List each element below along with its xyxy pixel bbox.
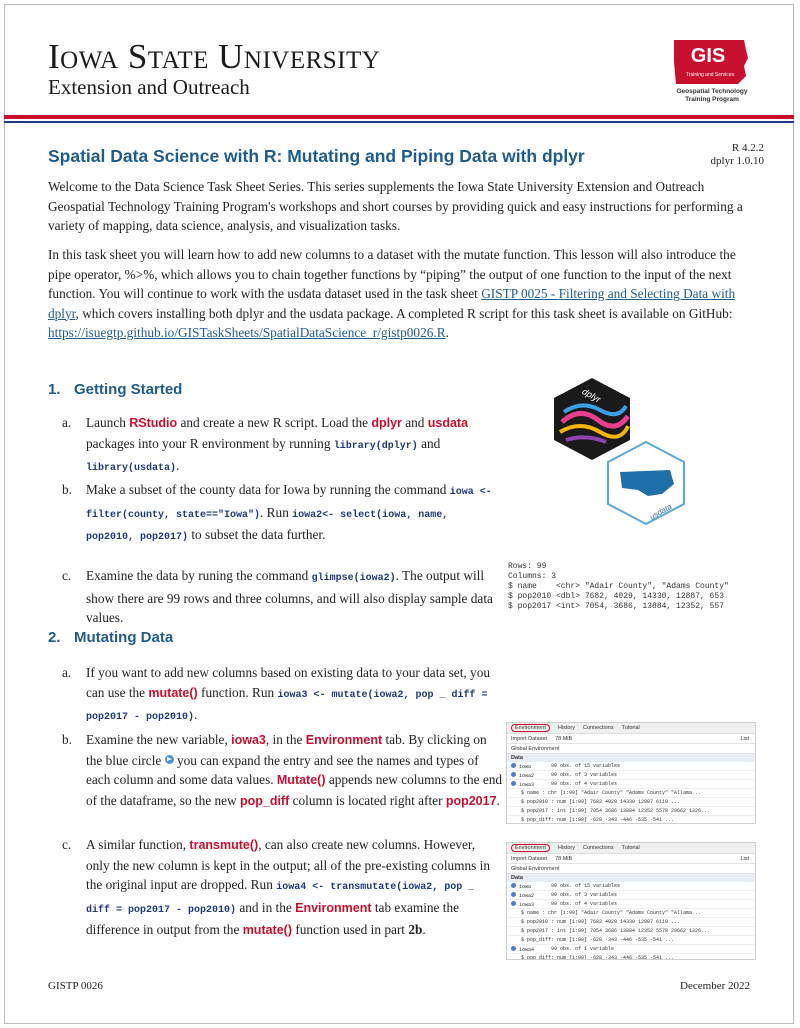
expand-icon[interactable] (511, 901, 516, 906)
import-dataset-button[interactable]: Import Dataset (511, 735, 548, 742)
console-line: $ pop2010 <dbl> 7682, 4029, 14330, 12887, 653 (508, 592, 725, 601)
env-row[interactable]: iowa2 99 obs. of 3 variables (507, 891, 755, 900)
code-filter-iowa: iowa <- filter(county, state=="Iowa") (86, 487, 492, 521)
memory-usage: 78 MiB (555, 855, 573, 862)
env-subrow: $ name : chr [1:99] "Adair County" "Adams County" "Allama... (507, 789, 755, 798)
footer-doc-id: GISTP 0026 (48, 980, 103, 992)
expand-icon[interactable] (511, 772, 516, 777)
dplyr-hex-label: dplyr (580, 386, 603, 405)
expand-icon[interactable] (511, 892, 516, 897)
expand-icon[interactable] (511, 883, 516, 888)
section-heading-getting-started (48, 381, 182, 398)
env-subrow: $ pop2010 : num [1:99] 7682 4029 14330 12887 6119 ... (507, 798, 755, 807)
header-stripe-blue (4, 121, 794, 123)
program-name: Geospatial Technology Training Program (676, 88, 748, 103)
env-subrow: $ pop_diff: num [1:99] -628 -343 -446 -535 -541 ... (507, 816, 755, 824)
env-row[interactable]: iowa4 99 obs. of 1 variable (507, 945, 755, 954)
blue-expand-circle-icon (165, 755, 174, 764)
gistp0025-link[interactable]: GISTP 0025 - Filtering and Selecting Data with dplyr (48, 286, 736, 321)
keyword-dplyr: dplyr (371, 416, 402, 430)
expand-icon[interactable] (511, 946, 516, 951)
tab-history[interactable]: History (557, 725, 576, 731)
env-row[interactable]: iowa2 99 obs. of 3 variables (507, 771, 755, 780)
pane-tabs (507, 723, 755, 734)
gis-logo-text: GIS (690, 45, 726, 67)
data-section-header: Data (507, 754, 755, 762)
step-1b: b. Make a subset of the county data for Iowa by running the command iowa <- filter(county, state=="Iowa"). Run iowa2<- select(iowa, name, pop2010, pop2017) to subset the data further. (62, 482, 492, 543)
intro-paragraph-1: Welcome to the Data Science Task Sheet Series. This series supplements the Iowa State University Extension and Outreach Geospatial Technology Training Program's workshops and short courses by providing quick and easy instructions for performing a variety of mapping, data science, analysis, and visualization tasks. (48, 179, 743, 233)
view-mode-select[interactable]: List (740, 735, 749, 742)
code-library-dplyr: library(dplyr) (333, 440, 418, 452)
tab-connections[interactable]: Connections (583, 725, 614, 731)
data-section-header: Data (507, 874, 755, 882)
section-number: 2. (48, 629, 61, 646)
code-transmute-iowa4: iowa4 <- transmutate(iowa2, pop _ diff = pop2017 - pop2010) (86, 882, 475, 916)
keyword-rstudio: RStudio (129, 416, 178, 430)
environment-pane-screenshot-2 (506, 842, 756, 960)
keyword-pop-diff: pop_diff (239, 793, 290, 808)
page-title: Spatial Data Science with R: Mutating and Piping Data with dplyr (48, 146, 585, 166)
step-2a: a. If you want to add new columns based on existing data to your data set, you can use the mutate() function. Run iowa3 <- mutate(iowa2, pop _ diff = pop2017 - pop2010). (62, 665, 490, 723)
tab-environment[interactable]: Environment (511, 724, 550, 732)
gis-logo-tagline: Training and Services (685, 72, 735, 78)
env-row[interactable]: iowa 99 obs. of 15 variables (507, 882, 755, 891)
section-title: Mutating Data (74, 629, 174, 646)
tab-history[interactable]: History (557, 845, 576, 851)
console-line: $ name <chr> "Adair County", "Adams County" (508, 582, 729, 591)
environment-pane-screenshot-1 (506, 722, 756, 824)
intro-text: . (445, 325, 449, 340)
tab-environment[interactable]: Environment (511, 844, 550, 852)
dplyr-version: dplyr 1.0.10 (710, 155, 764, 167)
intro-text: , which covers installing both dplyr and the usdata package. A completed R script for this task sheet is available on GitHub: (75, 305, 733, 321)
code-select-iowa2: iowa2<- select(iowa, name, pop2010, pop2017) (86, 509, 449, 543)
glimpse-console-output (508, 562, 756, 622)
import-dataset-button[interactable]: Import Dataset (511, 855, 548, 862)
console-line: Columns: 3 (508, 572, 557, 581)
unit-name: Extension and Outreach (48, 75, 250, 99)
step-letter: c. (62, 837, 72, 852)
step-letter: b. (62, 482, 72, 497)
step-1a: a. Launch RStudio and create a new R script. Load the dplyr and usdata packages into your R environment by running library(dplyr) and library(usdata). (62, 415, 469, 474)
expand-icon[interactable] (511, 781, 516, 786)
keyword-mutate: mutate() (148, 685, 198, 700)
keyword-mutate: mutate() (242, 923, 292, 937)
github-script-link[interactable]: https://isuegtp.github.io/GISTaskSheets/SpatialDataScience_r/gistp0026.R (48, 325, 446, 340)
view-mode-select[interactable]: List (740, 855, 749, 862)
pane-toolbar (507, 854, 755, 864)
scope-row (507, 744, 755, 754)
code-mutate-iowa3: iowa3 <- mutate(iowa2, pop _ diff = pop2017 - pop2010) (86, 689, 488, 723)
tab-tutorial[interactable]: Tutorial (621, 845, 640, 851)
part-reference: 2b (408, 922, 423, 937)
intro-paragraph-2 (48, 245, 754, 343)
keyword-usdata: usdata (427, 416, 469, 430)
expand-icon[interactable] (511, 763, 516, 768)
code-glimpse: glimpse(iowa2) (311, 573, 396, 584)
console-line: Rows: 99 (508, 562, 547, 571)
environment-scope-select[interactable]: Global Environment (511, 865, 560, 872)
intro-text: In this task sheet you will learn how to add new columns to a dataset with the mutate function. This lesson will also introduce the pipe operator, %>%, which allows you to chain together functions by “piping” the output of one function to the input of the next function. You will continue to work with the usdata dataset used in the task sheet (48, 247, 736, 301)
env-row[interactable]: iowa3 99 obs. of 4 variables (507, 900, 755, 909)
env-subrow: $ pop_diff: num [1:99] -628 -343 -446 -535 -541 ... (507, 936, 755, 945)
env-row[interactable]: iowa 99 obs. of 15 variables (507, 762, 755, 771)
keyword-mutate: Mutate() (276, 773, 326, 787)
step-1c: c. Examine the data by runing the command glimpse(iowa2). The output will show there are 99 rows and three columns, and will also display sample data values. (62, 568, 493, 625)
header-stripe-red (4, 115, 794, 119)
step-letter: b. (62, 732, 72, 747)
pane-tabs (507, 843, 755, 854)
r-version: R 4.2.2 (731, 142, 764, 154)
tab-tutorial[interactable]: Tutorial (621, 725, 640, 731)
pane-toolbar (507, 734, 755, 744)
version-info (711, 142, 764, 168)
keyword-pop2017: pop2017 (445, 793, 497, 808)
usdata-hex-label: usdata (648, 501, 674, 522)
footer-date: December 2022 (680, 980, 750, 992)
keyword-environment: Environment (305, 733, 383, 747)
step-2b: b. Examine the new variable, iowa3, in the Environment tab. By clicking on the blue circle you can expand the entry and see the names and types of each column and some data values. Mutate() appends new columns to the end of the dataframe, so the new pop_diff column is located right after pop2017. (62, 732, 503, 808)
keyword-iowa3: iowa3 (231, 733, 266, 747)
package-hex-stickers (550, 376, 690, 536)
step-letter: a. (62, 665, 72, 680)
environment-scope-select[interactable]: Global Environment (511, 745, 560, 752)
env-subrow: $ pop2017 : int [1:99] 7054 3686 13884 12352 5578 29662 1326... (507, 927, 755, 936)
step-letter: a. (62, 415, 72, 430)
step-2c: c. A similar function, transmute(), can also create new columns. However, only the new column is kept in the output; all of the pre-existing columns in the original input are dropped. Run iowa4 <- transmutate(iowa2, pop _ diff = pop2017 - pop2010) and in the Environment tab examine the difference in output from the mutate() function used in part 2b. (62, 837, 491, 937)
env-subrow: $ pop2017 : int [1:99] 7054 3686 13884 12352 5578 29662 1326... (507, 807, 755, 816)
keyword-transmute: transmute() (189, 838, 259, 852)
university-name: Iowa State University (48, 37, 381, 76)
code-library-usdata: library(usdata) (86, 463, 177, 474)
scope-row (507, 864, 755, 874)
memory-usage: 78 MiB (555, 735, 573, 742)
env-subrow: $ pop_diff: num [1:99] -628 -343 -446 -535 -541 ... (507, 954, 755, 960)
keyword-environment: Environment (295, 900, 372, 915)
section-number: 1. (48, 381, 61, 398)
env-subrow: $ pop2010 : num [1:99] 7682 4029 14330 12887 6119 ... (507, 918, 755, 927)
console-line: $ pop2017 <int> 7054, 3686, 13884, 12352, 557 (508, 602, 725, 611)
section-heading-mutating-data (48, 629, 173, 646)
step-letter: c. (62, 568, 72, 583)
env-row[interactable]: iowa3 99 obs. of 4 variables (507, 780, 755, 789)
env-subrow: $ name : chr [1:99] "Adair County" "Adams County" "Allama... (507, 909, 755, 918)
tab-connections[interactable]: Connections (583, 845, 614, 851)
section-title: Getting Started (74, 381, 183, 398)
